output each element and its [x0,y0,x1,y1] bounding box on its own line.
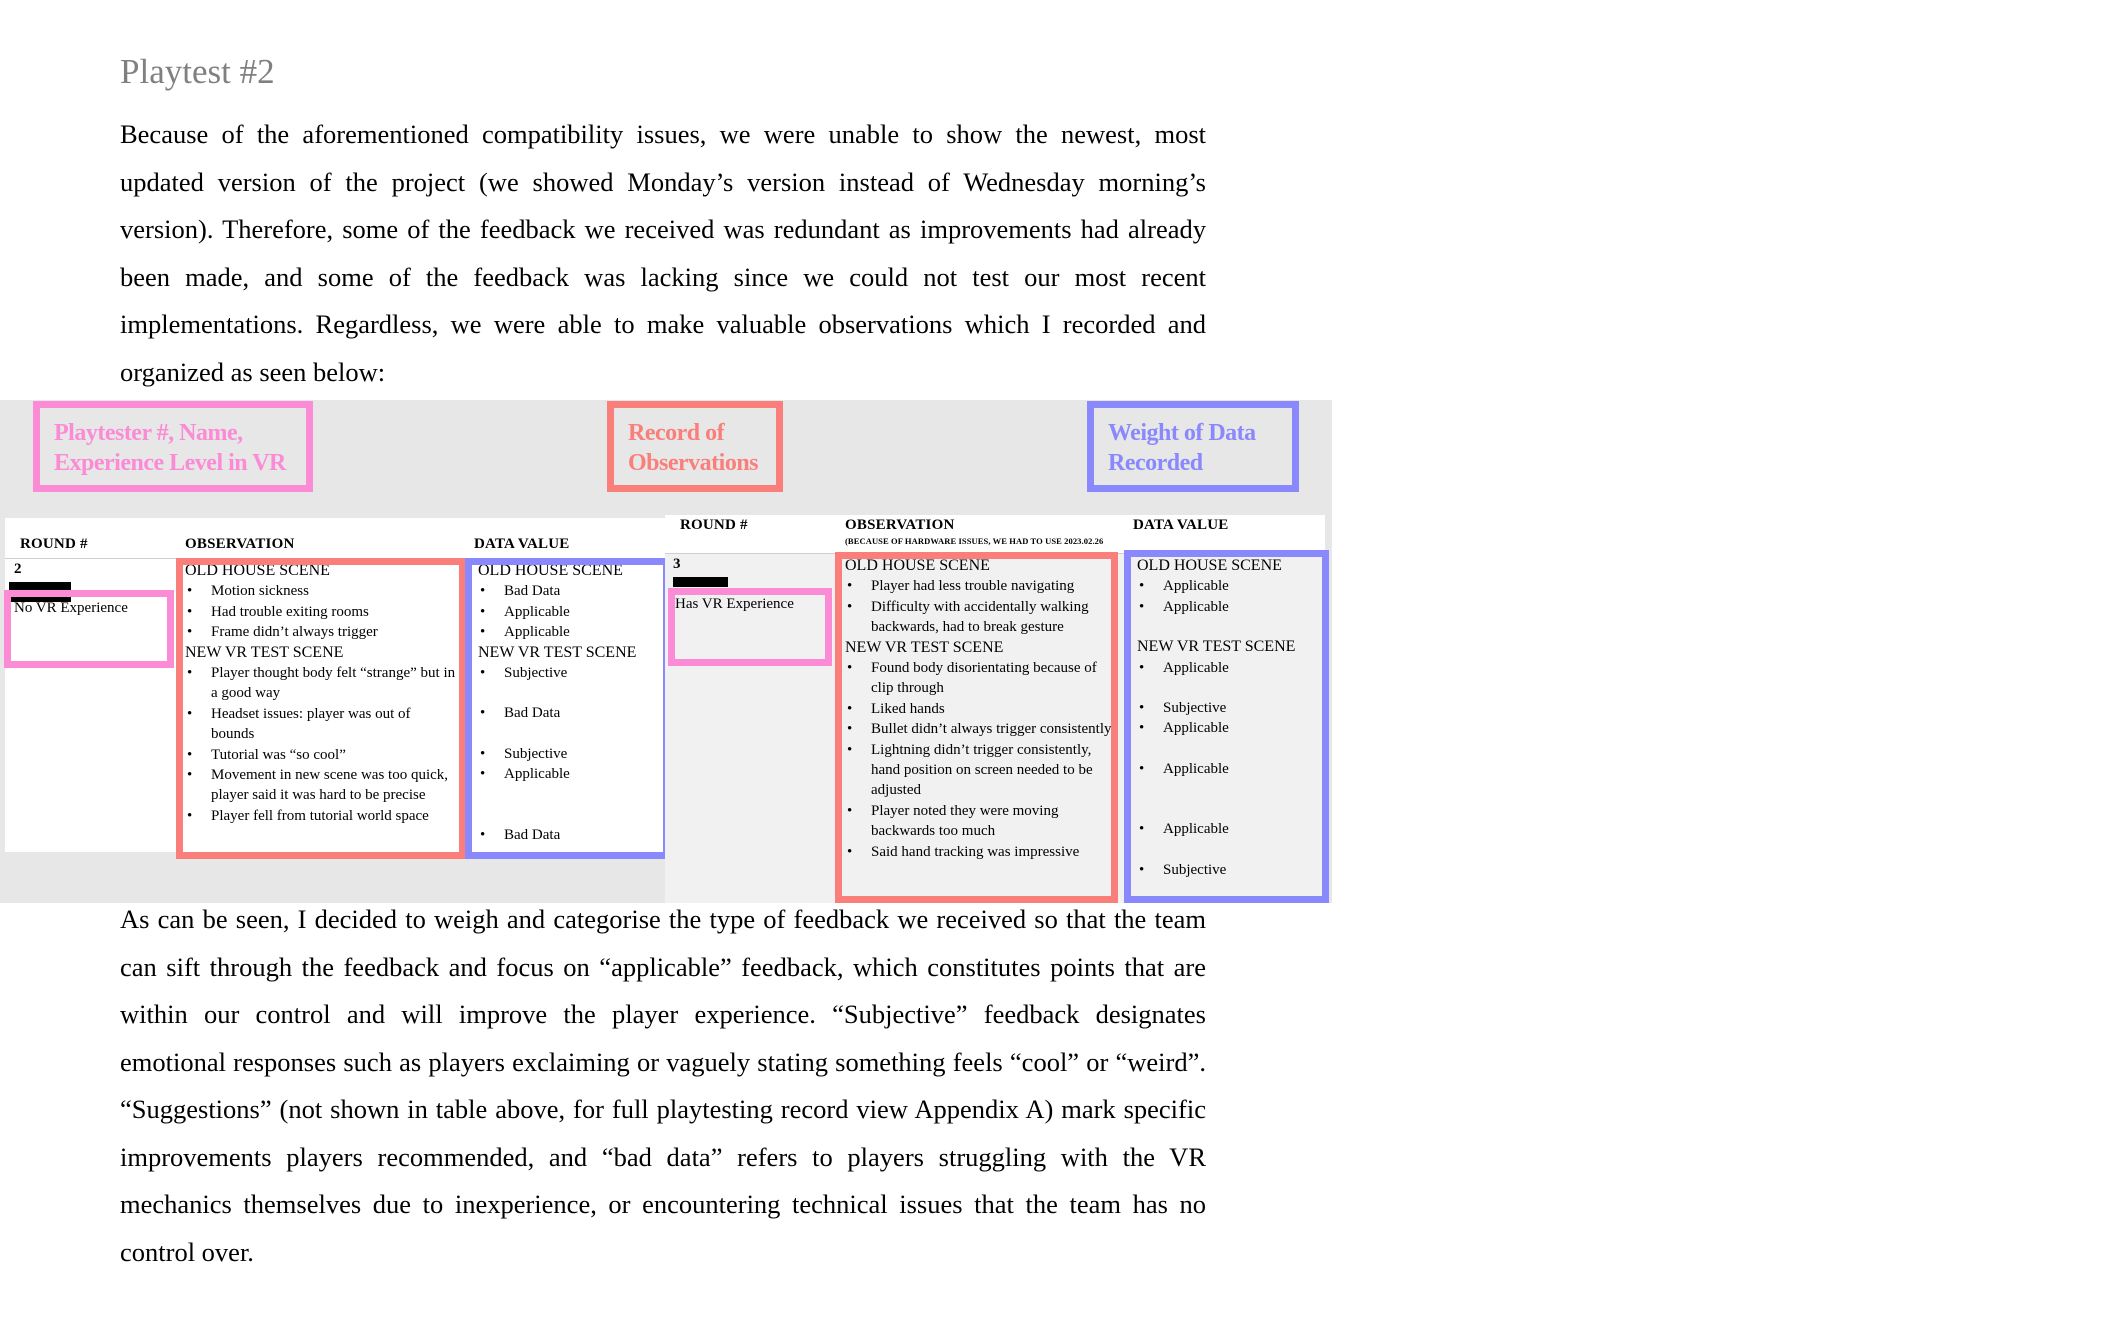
scene-title: OLD HOUSE SCENE [185,562,330,579]
observation-header: OBSERVATION [185,536,295,552]
data-value-item: • Subjective [478,663,660,683]
experience-level: Has VR Experience [675,596,794,612]
data-value-item: • Subjective [478,744,660,764]
redacted-name [673,577,728,587]
observation-item: • Tutorial was “so cool” [185,745,457,765]
analysis-paragraph: As can be seen, I decided to weigh and categorise the type of feedback we received so that the team can sift through the feedback and focus on “applicable” feedback, which constitutes points that are within our control and will improve the player experience. “Subjective” feedback designates emotional responses such as players exclaiming or vaguely stating something feels “cool” or “weird”. “Suggestions” (not shown in table above, for full playtesting record view Appendix A) mark specific improvements players recommended, and “bad data” refers to players struggling with the VR mechanics themselves due to inexperience, or encountering technical issues that the team has no control over. [120,904,1206,1267]
observation-item: • Motion sickness [185,581,457,601]
observation-item: • Had trouble exiting rooms [185,602,457,622]
redacted-name [9,582,71,590]
observations-highlight [176,558,466,859]
data-value-item: • Bad Data [478,703,660,723]
legend-weight: Weight of Data Recorded [1087,401,1299,492]
scene-title: OLD HOUSE SCENE [478,562,623,579]
scene-title: NEW VR TEST SCENE [1137,638,1296,656]
section-heading: Playtest #2 [120,52,275,91]
round-header: ROUND # [680,517,748,533]
data-value-highlight [1124,550,1329,903]
playtest-record-figure [0,400,1332,903]
observation-item: • Frame didn’t always trigger [185,622,457,642]
observation-item: • Liked hands [845,699,1113,719]
observation-item: • Said hand tracking was impressive [845,842,1113,862]
observation-item: • Player thought body felt “strange” but in a good way [185,663,457,704]
observation-item: • Difficulty with accidentally walking backwards, had to break gesture [845,597,1113,638]
data-value-highlight [465,558,670,859]
data-value-header: DATA VALUE [474,536,570,552]
data-value-item: • Applicable [478,764,660,784]
observation-item: • Player had less trouble navigating [845,576,1113,596]
round-number: 2 [14,561,22,577]
scene-title: OLD HOUSE SCENE [1137,557,1282,574]
observation-item: • Lightning didn’t trigger consistently, hand position on screen needed to be adjusted [845,740,1113,801]
data-value-item: • Subjective [1137,698,1322,718]
legend-observations: Record of Observations [607,401,783,492]
data-value-item: • Applicable [1137,819,1322,839]
intro-paragraph: Because of the aforementioned compatibility issues, we were unable to show the newest, most updated version of the project (we showed Monday’s version instead of Wednesday morning’s version). Therefore, some of the feedback we received was redundant as improvements had already been made, and some of the feedback was lacking since we could not test our most recent implementations. Regardless, we were able to make valuable observations which I recorded and organized as seen below: [120,119,1206,387]
scene-title: NEW VR TEST SCENE [478,643,637,661]
data-value-item: • Applicable [1137,759,1322,779]
scene-title: OLD HOUSE SCENE [845,557,990,574]
data-value-item: • Applicable [478,622,660,642]
observation-item: • Player fell from tutorial world space [185,806,457,826]
experience-level: No VR Experience [14,600,128,616]
scene-title: NEW VR TEST SCENE [845,638,1004,656]
scene-title: NEW VR TEST SCENE [185,643,344,661]
data-value-header: DATA VALUE [1133,517,1229,533]
observation-item: • Bullet didn’t always trigger consistently [845,719,1113,739]
data-value-item: • Applicable [1137,597,1322,617]
observation-note: (BECAUSE OF HARDWARE ISSUES, WE HAD TO USE 2023.02.26 [845,536,1104,546]
round-header: ROUND # [20,536,88,552]
data-value-item: • Applicable [1137,576,1322,596]
data-value-item: • Applicable [1137,658,1322,678]
data-value-item: • Bad Data [478,581,660,601]
observation-header: OBSERVATION [845,517,955,533]
data-value-item: • Bad Data [478,825,660,845]
observation-item: • Found body disorientating because of clip through [845,658,1113,699]
observation-item: • Headset issues: player was out of bounds [185,704,457,745]
data-value-item: • Applicable [478,602,660,622]
observation-item: • Player noted they were moving backwards too much [845,801,1113,842]
observation-item: • Movement in new scene was too quick, player said it was hard to be precise [185,765,457,806]
playtester-highlight [4,590,174,668]
playtester-highlight [668,588,832,666]
data-value-item: • Subjective [1137,860,1322,880]
data-value-item: • Applicable [1137,718,1322,738]
legend-playtester: Playtester #, Name, Experience Level in VR [33,401,313,492]
observations-highlight [835,552,1118,903]
round-number: 3 [673,556,681,572]
